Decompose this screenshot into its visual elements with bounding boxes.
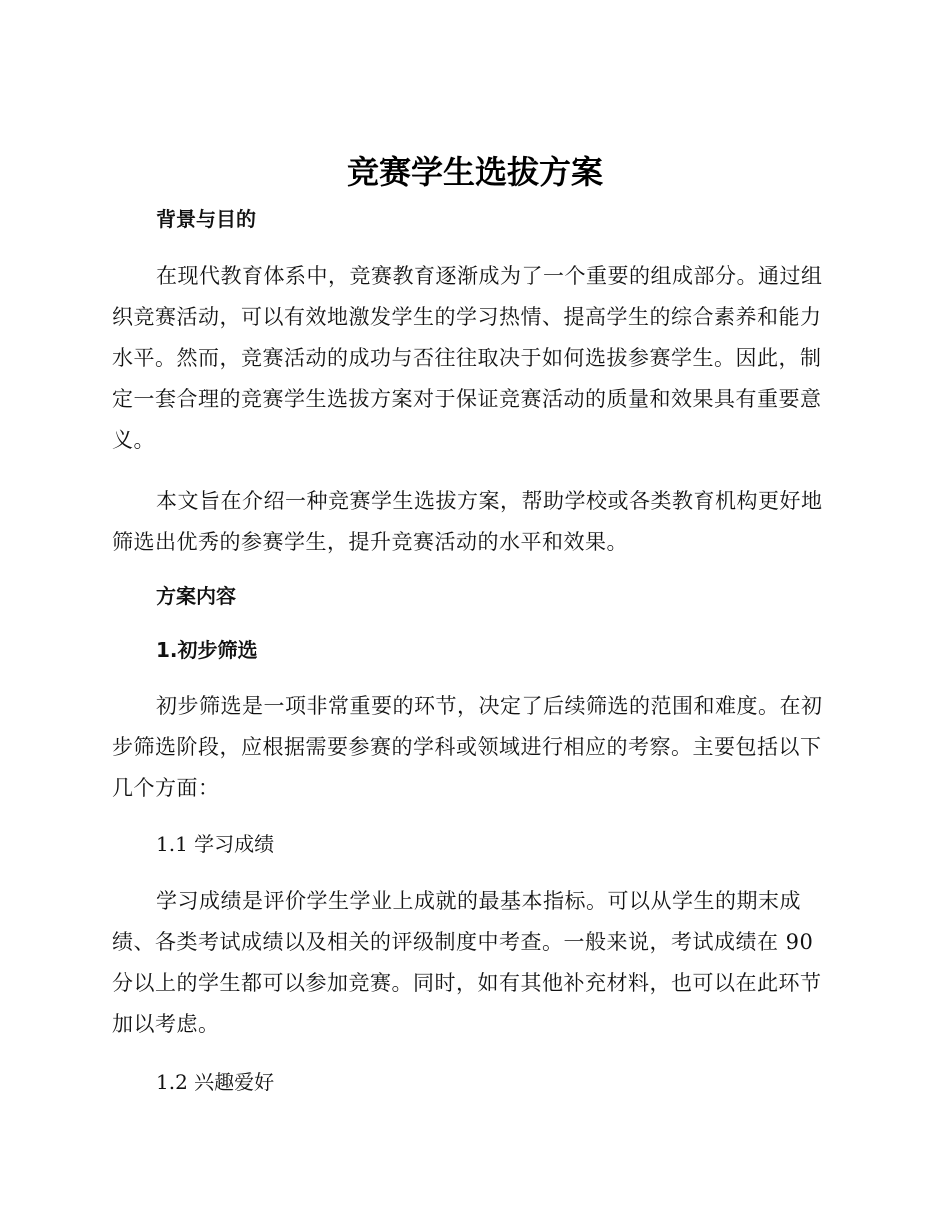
subheading-interests: 1.2 兴趣爱好 — [156, 1070, 275, 1094]
document-title: 竞赛学生选拔方案 — [346, 153, 603, 191]
section-heading-background: 背景与目的 — [156, 207, 256, 231]
section-heading-content: 方案内容 — [156, 584, 236, 608]
section-heading-initial-screening: 1.初步筛选 — [156, 638, 258, 662]
paragraph-initial-screening: 初步筛选是一项非常重要的环节，决定了后续筛选的范围和难度。在初步筛选阶段，应根据需要参赛的学科或领域进行相应的考察。主要包括以下几个方面： — [112, 694, 823, 800]
paragraph-academic-performance: 学习成绩是评价学生学业上成就的最基本指标。可以从学生的期末成绩、各类考试成绩以及相关的评级制度中考查。一般来说，考试成绩在 90 分以上的学生都可以参加竞赛。同时，如有其他补充材料，也可以在此环节加以考虑。 — [112, 889, 822, 1036]
subheading-academic-performance: 1.1 学习成绩 — [156, 832, 275, 856]
paragraph-background-1: 在现代教育体系中，竞赛教育逐渐成为了一个重要的组成部分。通过组织竞赛活动，可以有效地激发学生的学习热情、提高学生的综合素养和能力水平。然而，竞赛活动的成功与否往往取决于如何选拔参赛学生。因此，制定一套合理的竞赛学生选拔方案对于保证竞赛活动的质量和效果具有重要意义。 — [112, 264, 823, 452]
paragraph-background-2: 本文旨在介绍一种竞赛学生选拔方案，帮助学校或各类教育机构更好地筛选出优秀的参赛学生，提升竞赛活动的水平和效果。 — [112, 489, 823, 554]
